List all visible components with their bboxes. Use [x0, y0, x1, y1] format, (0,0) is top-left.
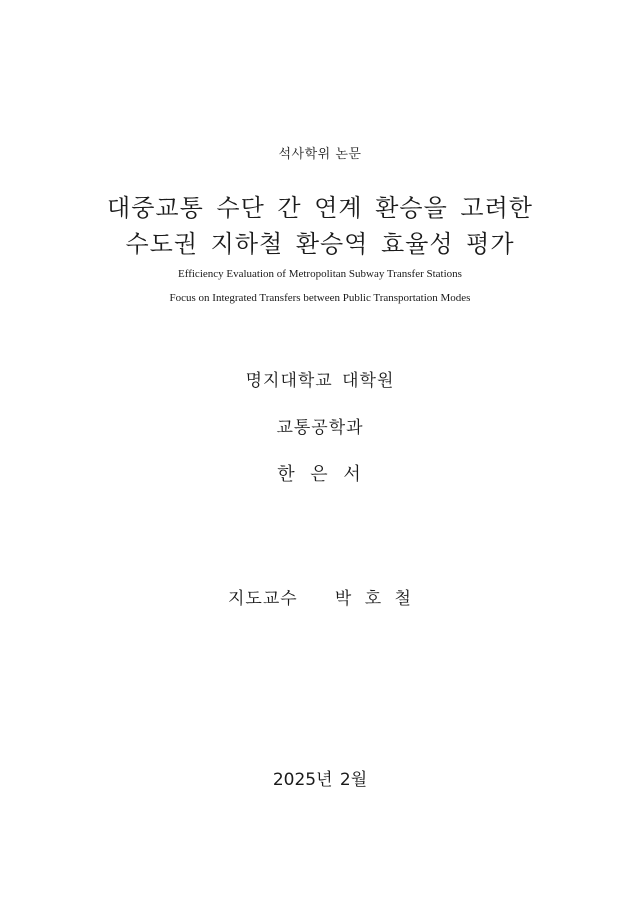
korean-title-line-2: 수도권 지하철 환승역 효율성 평가: [125, 230, 515, 258]
submission-date: 2025년 2월: [272, 770, 368, 790]
english-title-line-2: Focus on Integrated Transfers between Public Transportation Modes: [169, 292, 471, 304]
korean-title-line-1: 대중교통 수단 간 연계 환승을 고려한: [107, 194, 533, 222]
english-title-line-1: Efficiency Evaluation of Metropolitan Subway Transfer Stations: [178, 268, 462, 280]
university-name: 명지대학교 대학원: [245, 371, 395, 391]
author-name: 한 은 서: [277, 464, 363, 485]
department-name: 교통공학과: [276, 418, 364, 438]
degree-label: 석사학위 논문: [278, 147, 362, 162]
advisor-name: 지도교수 박 호 철: [228, 589, 412, 609]
